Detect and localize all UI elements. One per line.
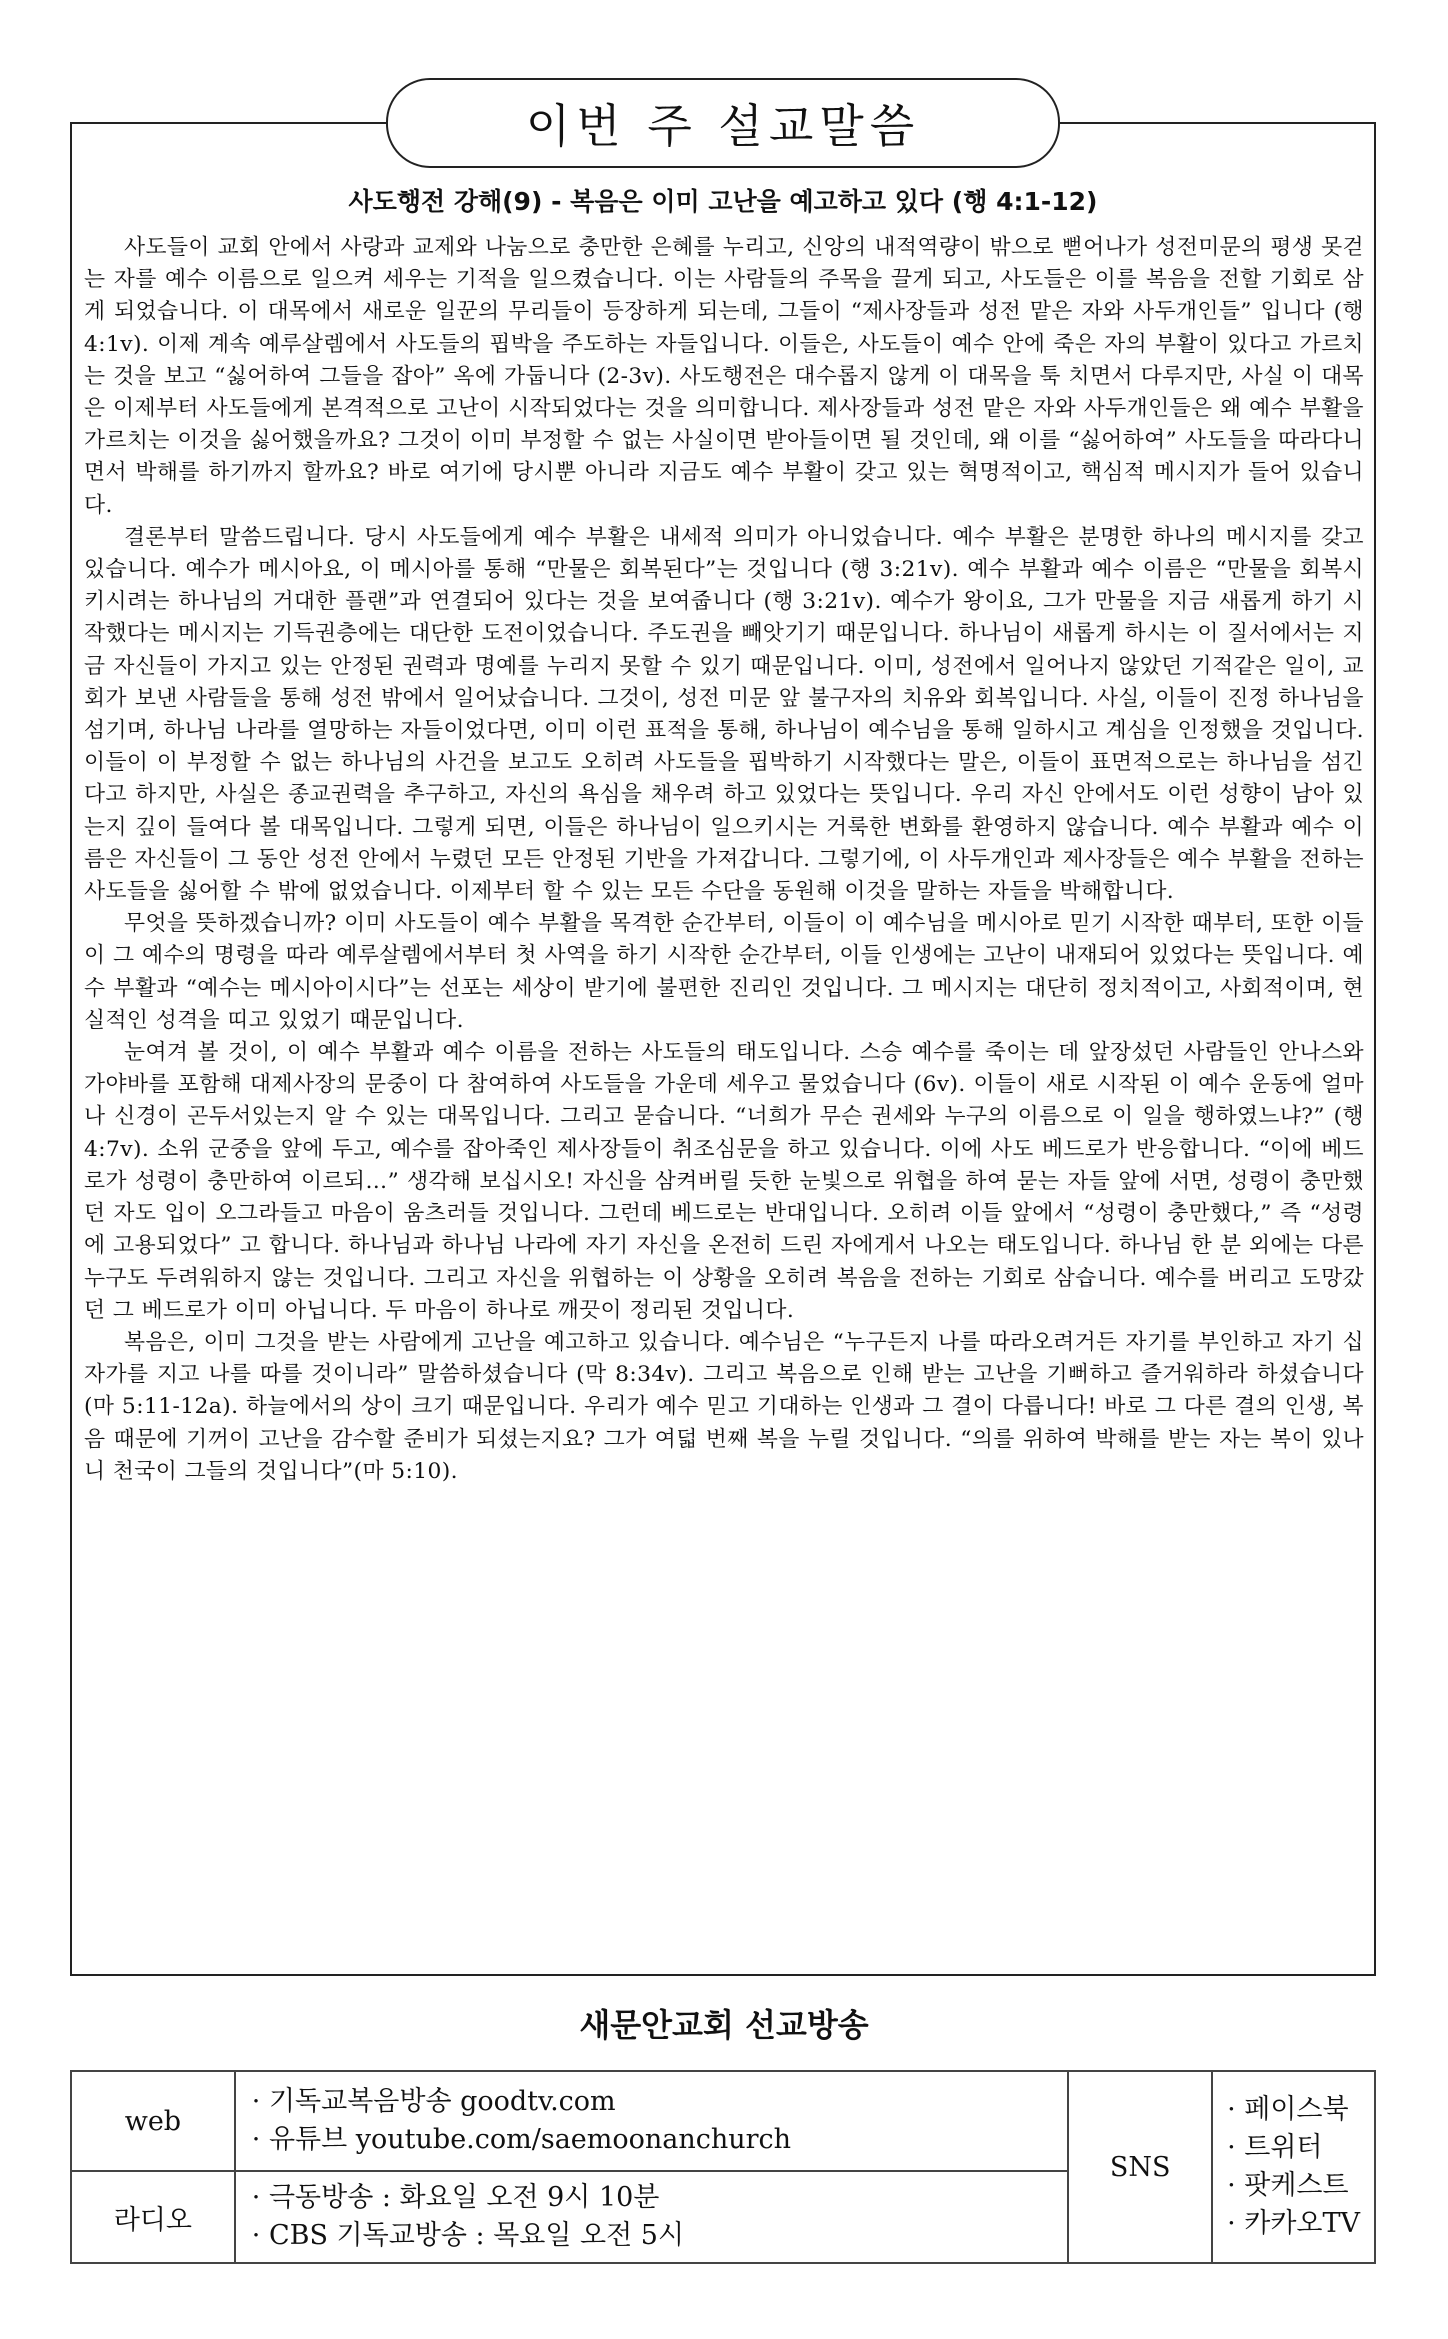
sns-label: SNS <box>1068 2071 1212 2263</box>
sermon-paragraph: 복음은, 이미 그것을 받는 사람에게 고난을 예고하고 있습니다. 예수님은 “누구든지 나를 따라오려거든 자기를 부인하고 자기 십자가를 지고 나를 따를 것이니라” 말씀하셨습니다 (막 8:34v). 그리고 복음으로 인해 받는 고난을 기뻐하고 즐거워하라 하셨습니다 (마 5:11-12a). 하늘에서의 상이 크기 때문입니다. 우리가 예수 믿고 기대하는 인생과 그 결이 다릅니다! 바로 그 다른 결의 인생, 복음 때문에 기꺼이 고난을 감수할 준비가 되셨는지요? 그가 여덟 번째 복을 누릴 것입니다. “의를 위하여 박해를 받는 자는 복이 있나니 천국이 그들의 것입니다”(마 5:10). <box>84 1329 1364 1484</box>
sermon-subtitle: 사도행전 강해(9) - 복음은 이미 고난을 예고하고 있다 (행 4:1-12) <box>348 187 1098 216</box>
radio-item-febc: · 극동방송 : 화요일 오전 9시 10분 <box>251 2182 660 2213</box>
radio-item-cbs: · CBS 기독교방송 : 목요일 오전 5시 <box>251 2220 685 2251</box>
sermon-body <box>84 232 1364 1488</box>
web-item-goodtv[interactable]: · 기독교복음방송 goodtv.com <box>251 2086 616 2117</box>
sns-list <box>1212 2071 1375 2263</box>
web-label: web <box>71 2071 235 2171</box>
sermon-paragraph: 무엇을 뜻하겠습니까? 이미 사도들이 예수 부활을 목격한 순간부터, 이들이 이 예수님을 메시아로 믿기 시작한 때부터, 또한 이들이 그 예수의 명령을 따라 예루살렘에서부터 첫 사역을 하기 시작한 순간부터, 이들 인생에는 고난이 내재되어 있었다는 뜻입니다. 예수 부활과 “예수는 메시아이시다”는 선포는 세상이 받기에 불편한 진리인 것입니다. 그 메시지는 대단히 정치적이고, 사회적이며, 현실적인 성격을 띠고 있었기 때문입니다. <box>84 911 1364 1033</box>
broadcast-title: 새문안교회 선교방송 <box>579 2006 869 2044</box>
broadcast-table <box>70 2070 1376 2264</box>
sns-item-facebook[interactable]: · 페이스북 <box>1227 2094 1349 2125</box>
sns-item-kakaotv[interactable]: · 카카오TV <box>1227 2208 1360 2239</box>
web-items <box>235 2071 1068 2171</box>
sermon-paragraph: 사도들이 교회 안에서 사랑과 교제와 나눔으로 충만한 은혜를 누리고, 신앙의 내적역량이 밖으로 뻗어나가 성전미문의 평생 못걷는 자를 예수 이름으로 일으켜 세우는 기적을 일으켰습니다. 이는 사람들의 주목을 끌게 되고, 사도들은 이를 복음을 전할 기회로 삼게 되었습니다. 이 대목에서 새로운 일꾼의 무리들이 등장하게 되는데, 그들이 “제사장들과 성전 맡은 자와 사두개인들” 입니다 (행 4:1v). 이제 계속 예루살렘에서 사도들의 핍박을 주도하는 자들입니다. 이들은, 사도들이 예수 안에 죽은 자의 부활이 있다고 가르치는 것을 보고 “싫어하여 그들을 잡아” 옥에 가둡니다 (2-3v). 사도행전은 대수롭지 않게 이 대목을 툭 치면서 다루지만, 사실 이 대목은 이제부터 사도들에게 본격적으로 고난이 시작되었다는 것을 의미합니다. 제사장들과 성전 맡은 자와 사두개인들은 왜 예수 부활을 가르치는 이것을 싫어했을까요? 그것이 이미 부정할 수 없는 사실이면 받아들이면 될 것인데, 왜 이를 “싫어하여” 사도들을 따라다니면서 박해를 하기까지 할까요? 바로 여기에 당시뿐 아니라 지금도 예수 부활이 갖고 있는 혁명적이고, 핵심적 메시지가 들어 있습니다. <box>84 235 1364 518</box>
sns-item-podcast[interactable]: · 팟케스트 <box>1227 2170 1349 2201</box>
page-title: 이번 주 설교말씀 <box>386 78 1060 168</box>
web-item-youtube[interactable]: · 유튜브 youtube.com/saemoonanchurch <box>251 2124 792 2155</box>
radio-label: 라디오 <box>71 2171 235 2263</box>
sermon-paragraph: 결론부터 말씀드립니다. 당시 사도들에게 예수 부활은 내세적 의미가 아니었습니다. 예수 부활은 분명한 하나의 메시지를 갖고 있습니다. 예수가 메시아요, 이 메시아를 통해 “만물은 회복된다”는 것입니다 (행 3:21v). 예수 부활과 예수 이름은 “만물을 회복시키시려는 하나님의 거대한 플랜”과 연결되어 있다는 것을 보여줍니다 (행 3:21v). 예수가 왕이요, 그가 만물을 지금 새롭게 하기 시작했다는 메시지는 기득권층에는 대단한 도전이었습니다. 주도권을 빼앗기기 때문입니다. 하나님이 새롭게 하시는 이 질서에서는 지금 자신들이 가지고 있는 안정된 권력과 명예를 누리지 못할 수 있기 때문입니다. 이미, 성전에서 일어나지 않았던 기적같은 일이, 교회가 보낸 사람들을 통해 성전 밖에서 일어났습니다. 그것이, 성전 미문 앞 불구자의 치유와 회복입니다. 사실, 이들이 진정 하나님을 섬기며, 하나님 나라를 열망하는 자들이었다면, 이미 이런 표적을 통해, 하나님이 예수님을 통해 일하시고 계심을 인정했을 것입니다. 이들이 이 부정할 수 없는 하나님의 사건을 보고도 오히려 사도들을 핍박하기 시작했다는 말은, 이들이 표면적으로는 하나님을 섬긴다고 하지만, 사실은 종교권력을 추구하고, 자신의 욕심을 채우려 하고 있었다는 뜻입니다. 우리 자신 안에서도 이런 성향이 남아 있는지 깊이 들여다 볼 대목입니다. 그렇게 되면, 이들은 하나님이 일으키시는 거룩한 변화를 환영하지 않습니다. 예수 부활과 예수 이름은 자신들이 그 동안 성전 안에서 누렸던 모든 안정된 기반을 가져갑니다. 그렇기에, 이 사두개인과 제사장들은 예수 부활을 전하는 사도들을 싫어할 수 밖에 없었습니다. 이제부터 할 수 있는 모든 수단을 동원해 이것을 말하는 자들을 박해합니다. <box>84 524 1364 905</box>
radio-items <box>235 2171 1068 2263</box>
sns-item-twitter[interactable]: · 트위터 <box>1227 2132 1323 2163</box>
sermon-paragraph: 눈여겨 볼 것이, 이 예수 부활과 예수 이름을 전하는 사도들의 태도입니다. 스승 예수를 죽이는 데 앞장섰던 사람들인 안나스와 가야바를 포함해 대제사장의 문중이 다 참여하여 사도들을 가운데 세우고 물었습니다 (6v). 이들이 새로 시작된 이 예수 운동에 얼마나 신경이 곤두서있는지 알 수 있는 대목입니다. 그리고 묻습니다. “너희가 무슨 권세와 누구의 이름으로 이 일을 행하였느냐?” (행 4:7v). 소위 군중을 앞에 두고, 예수를 잡아죽인 제사장들이 취조심문을 하고 있습니다. 이에 사도 베드로가 반응합니다. “이에 베드로가 성령이 충만하여 이르되…” 생각해 보십시오! 자신을 삼켜버릴 듯한 눈빛으로 위협을 하여 묻는 자들 앞에 서면, 성령이 충만했던 자도 입이 오그라들고 마음이 움츠러들 것입니다. 그런데 베드로는 반대입니다. 오히려 이들 앞에서 “성령이 충만했다,” 즉 “성령에 고용되었다” 고 합니다. 하나님과 하나님 나라에 자기 자신을 온전히 드린 자에게서 나오는 태도입니다. 하나님 한 분 외에는 다른 누구도 두려워하지 않는 것입니다. 그리고 자신을 위협하는 이 상황을 오히려 복음을 전하는 기회로 삼습니다. 예수를 버리고 도망갔던 그 베드로가 이미 아닙니다. 두 마음이 하나로 깨끗이 정리된 것입니다. <box>84 1040 1364 1323</box>
